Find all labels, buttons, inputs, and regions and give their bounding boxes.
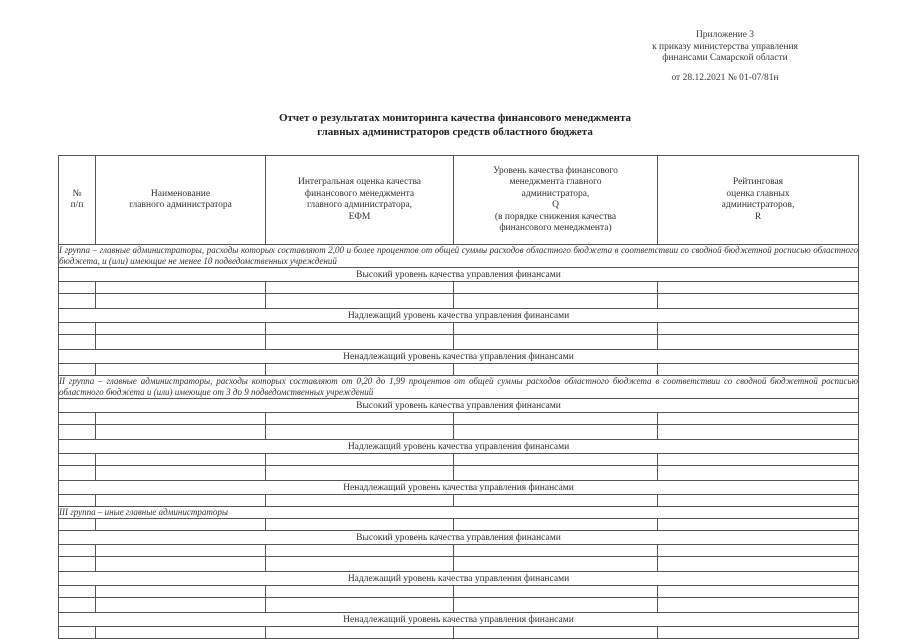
level-label: Надлежащий уровень качества управления финансами (59, 440, 859, 454)
level-row (59, 613, 859, 627)
level-label: Высокий уровень качества управления финансами (59, 268, 859, 282)
appendix-header (600, 30, 850, 84)
header-integral: Интегральная оценка качества финансового менеджмента главного администратора, ЕФМ (266, 156, 454, 245)
level-row (59, 399, 859, 413)
table-row (59, 413, 859, 425)
title-line-2: главных администраторов средств областного бюджета (317, 126, 593, 138)
table-row (59, 586, 859, 598)
group-title: II группа – главные администраторы, расходы которых составляют от 0,20 до 1,99 процентов от общей суммы расходов областного бюджета в соответствии со сводной бюджетной росписью областного бюджета и (или) имеющие от 3 до 9 подведомственных учреждений (59, 376, 858, 397)
table-row (59, 323, 859, 335)
title-line-1: Отчет о результатах мониторинга качества финансового менеджмента (278, 112, 632, 124)
appendix-order: от 28.12.2021 № 01-07/81н (671, 72, 779, 83)
level-label: Высокий уровень качества управления финансами (59, 531, 859, 545)
group-title: I группа – главные администраторы, расходы которых составляют 2,00 и более процентов от общей суммы расходов областного бюджета в соответствии со сводной бюджетной росписью областного бюджета, и (или) имеющие не менее 10 подведомственных учреждений (59, 245, 858, 266)
level-row (59, 531, 859, 545)
table-row (59, 364, 859, 376)
level-row (59, 481, 859, 495)
level-label: Ненадлежащий уровень качества управления финансами (59, 350, 859, 364)
group-title: III группа – иные главные администраторы (59, 507, 859, 519)
level-label: Ненадлежащий уровень качества управления финансами (59, 613, 859, 627)
table-row (59, 627, 859, 639)
table-row (59, 454, 859, 466)
level-row (59, 268, 859, 282)
table-row (59, 282, 859, 294)
table-row (59, 557, 859, 572)
table-row (59, 545, 859, 557)
header-level: Уровень качества финансового менеджмента главного администратора, Q (в порядке снижения качества финансового менеджмента) (454, 156, 658, 245)
level-label: Ненадлежащий уровень качества управления финансами (59, 481, 859, 495)
table-row (59, 335, 859, 350)
appendix-line: к приказу министерства управления (652, 41, 798, 52)
report-table (58, 155, 859, 639)
level-label: Высокий уровень качества управления финансами (59, 399, 859, 413)
group-row (59, 245, 859, 268)
header-name: Наименование главного администратора (96, 156, 266, 245)
level-row (59, 572, 859, 586)
level-row (59, 309, 859, 323)
header-num: № п/п (59, 156, 96, 245)
appendix-line: Приложение 3 (695, 30, 755, 40)
level-label: Надлежащий уровень качества управления финансами (59, 309, 859, 323)
level-label: Надлежащий уровень качества управления финансами (59, 572, 859, 586)
table-row (59, 519, 859, 531)
group-row (59, 507, 859, 519)
header-rating: Рейтинговая оценка главных администраторов, R (658, 156, 859, 245)
table-row (59, 495, 859, 507)
appendix-line: финансами Самарской области (662, 53, 788, 63)
table-row (59, 466, 859, 481)
document-title (180, 111, 730, 139)
level-row (59, 440, 859, 454)
table-row (59, 598, 859, 613)
level-row (59, 350, 859, 364)
table-header-row (59, 156, 859, 245)
table-row (59, 425, 859, 440)
group-row (59, 376, 859, 399)
table-row (59, 294, 859, 309)
